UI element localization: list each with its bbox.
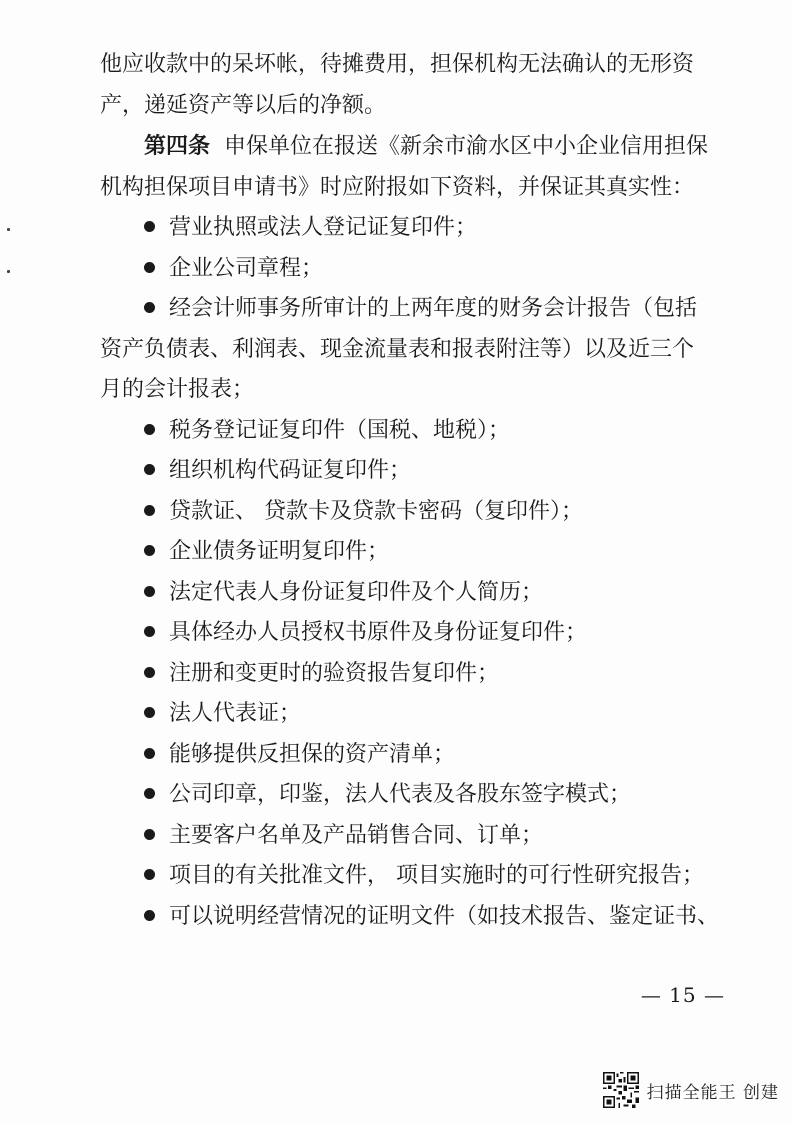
list-item	[100, 249, 715, 290]
list-item	[100, 897, 720, 938]
list-item	[100, 775, 715, 816]
qr-code-icon	[603, 1072, 639, 1108]
list-item-text: 法人代表证；	[169, 701, 302, 726]
bullet-icon	[144, 626, 155, 637]
list-item-text: 项目的有关批准文件， 项目实施时的可行性研究报告；	[169, 863, 704, 888]
article-text: 申保单位在报送《新余市渝水区中小企业信用担保机构担保项目申请书》时应附报如下资料，并保证其真实性：	[100, 134, 709, 200]
article-label: 第四条	[144, 133, 211, 159]
page-number: — 15 —	[640, 983, 725, 1007]
scanner-watermark	[603, 1072, 779, 1108]
list-item-text: 法定代表人身份证复印件及个人简历；	[169, 579, 544, 605]
list-item-text: 营业执照或法人登记证复印件；	[169, 215, 478, 240]
list-item-text: 公司印章，印鉴，法人代表及各股东签字模式；	[169, 782, 632, 807]
list-item-text: 组织机构代码证复印件；	[169, 458, 412, 483]
list-item	[100, 208, 715, 249]
bullet-icon	[144, 667, 155, 678]
list-item	[100, 613, 715, 654]
list-item	[100, 289, 715, 411]
bullet-icon	[144, 748, 155, 759]
continuation-paragraph: 他应收款中的呆坏帐，待摊费用，担保机构无法确认的无形资产，递延资产等以后的净额。	[100, 52, 695, 118]
list-item	[100, 654, 715, 695]
bullet-icon	[144, 910, 155, 921]
bullet-icon	[144, 829, 155, 840]
list-item	[100, 573, 715, 614]
bullet-icon	[144, 221, 155, 232]
list-item-text: 能够提供反担保的资产清单；	[169, 741, 456, 767]
list-item-text: 经会计师事务所审计的上两年度的财务会计报告（包括资产负债表、利润表、现金流量表和报表附注等）以及近三个月的会计报表；	[100, 296, 698, 402]
bullet-icon	[144, 424, 155, 435]
list-item	[100, 492, 715, 533]
margin-mark	[7, 270, 10, 273]
article-spacer	[210, 134, 224, 159]
list-item	[100, 411, 715, 452]
bullet-icon	[144, 262, 155, 273]
watermark-text: 扫描全能王 创建	[646, 1082, 779, 1103]
list-item	[100, 694, 715, 735]
list-item-text: 企业债务证明复印件；	[169, 539, 390, 564]
bullet-icon	[144, 464, 155, 475]
list-item	[100, 532, 715, 573]
list-item	[100, 816, 715, 857]
list-item-text: 税务登记证复印件（国税、地税）；	[169, 417, 511, 443]
document-body	[100, 45, 720, 937]
list-item-text: 主要客户名单及产品销售合同、订单；	[169, 822, 544, 848]
list-item	[100, 856, 715, 897]
bullet-icon	[144, 505, 155, 516]
list-item-text: 企业公司章程；	[169, 255, 324, 281]
bullet-icon	[144, 545, 155, 556]
bullet-icon	[144, 788, 155, 799]
list-item	[100, 735, 715, 776]
margin-mark	[7, 228, 10, 231]
list-item	[100, 451, 715, 492]
list-item-text: 具体经办人员授权书原件及身份证复印件；	[169, 620, 588, 645]
article-paragraph	[100, 126, 715, 208]
list-item-text: 注册和变更时的验资报告复印件；	[169, 660, 500, 686]
list-item-text: 贷款证、 贷款卡及贷款卡密码（复印件）；	[169, 498, 583, 524]
bullet-icon	[144, 586, 155, 597]
list-item-text: 可以说明经营情况的证明文件（如技术报告、鉴定证书、	[169, 903, 720, 929]
bullet-icon	[144, 707, 155, 718]
bullet-icon	[144, 869, 155, 880]
bullet-icon	[144, 302, 155, 313]
